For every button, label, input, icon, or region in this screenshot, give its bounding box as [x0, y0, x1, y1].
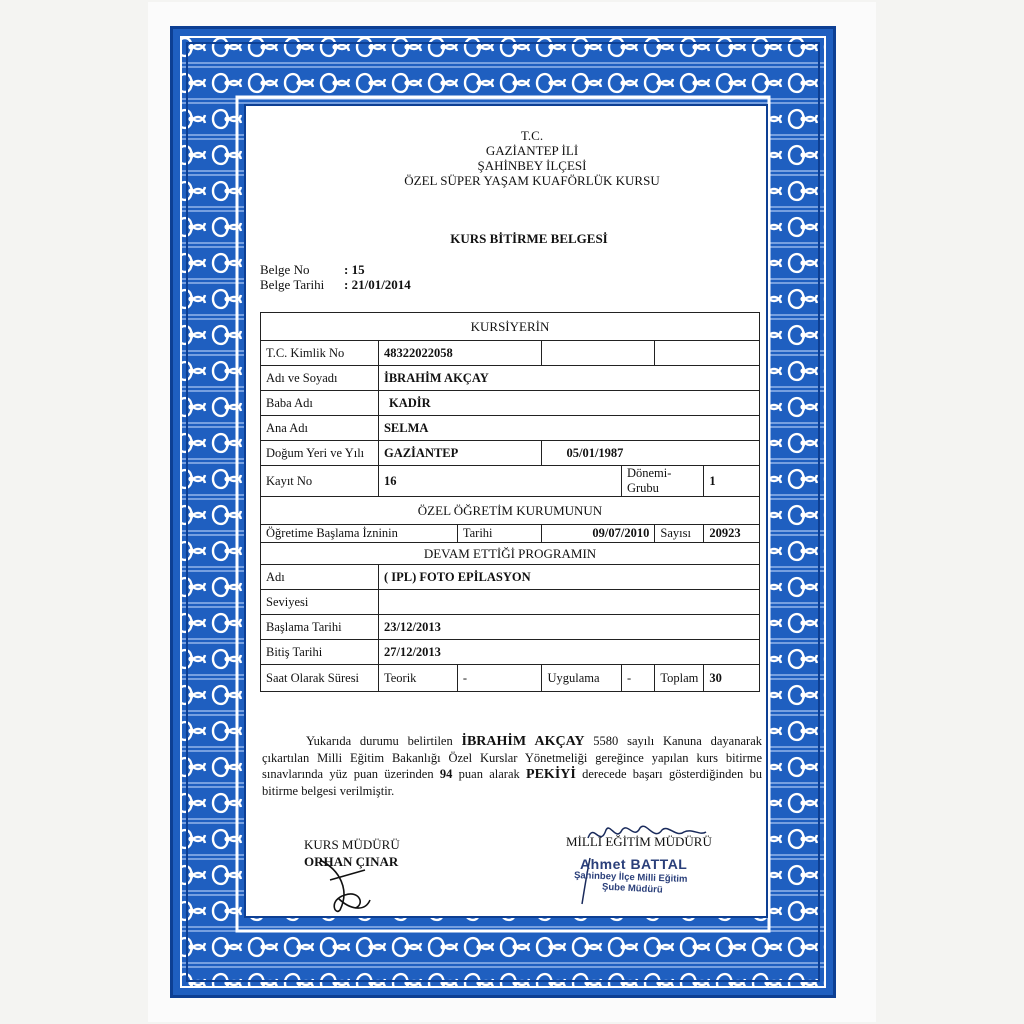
sayisi-label: Sayısı — [655, 525, 704, 543]
stamp-line-1: Şahinbey İlçe Milli Eğitim — [573, 870, 688, 885]
course-director-title: KURS MÜDÜRÜ — [304, 837, 400, 852]
table-row — [261, 366, 760, 391]
donem-value: 1 — [704, 466, 760, 497]
header-line-school: ÖZEL SÜPER YAŞAM KUAFÖRLÜK KURSU — [404, 173, 660, 188]
seviye-label: Seviyesi — [261, 590, 379, 615]
tarihi-label: Tarihi — [457, 525, 542, 543]
para-score: 94 — [439, 767, 453, 781]
section-kursiyer: KURSİYERİN — [261, 313, 760, 341]
table-row — [261, 341, 760, 366]
course-director-name: ORHAN ÇINAR — [304, 854, 399, 869]
para-student-name: İBRAHİM AKÇAY — [461, 734, 585, 749]
toplam-label: Toplam — [655, 665, 704, 692]
table-row — [261, 590, 760, 615]
table-row — [261, 441, 760, 466]
document-title: KURS BİTİRME BELGESİ — [450, 231, 608, 246]
header-line-tc: T.C. — [520, 128, 544, 143]
izin-label: Öğretime Başlama İzninin — [261, 525, 458, 543]
section-program: DEVAM ETTİĞİ PROGRAMIN — [261, 543, 760, 565]
institution-header — [0, 128, 1024, 188]
dogum-label: Doğum Yeri ve Yılı — [261, 441, 379, 466]
dogum-tarihi: 05/01/1987 — [542, 441, 760, 466]
stamp-line-2: Şube Müdürü — [601, 881, 663, 896]
certification-paragraph — [262, 733, 762, 799]
baslama-value: 23/12/2013 — [378, 615, 759, 640]
student-info-table — [260, 312, 760, 692]
ana-label: Ana Adı — [261, 416, 379, 441]
education-director-title: MİLLİ EĞİTİM MÜDÜRÜ — [566, 834, 712, 849]
table-row — [261, 565, 760, 590]
para-text-4: derecede başarı gösterdiğinden bu bitirme belgesi verilmiştir. — [262, 767, 763, 798]
baba-value: KADİR — [378, 391, 759, 416]
tc-empty-cell — [655, 341, 760, 366]
course-director-handwritten-signature — [310, 850, 380, 920]
bitis-value: 27/12/2013 — [378, 640, 759, 665]
para-grade: PEKİYİ — [526, 767, 576, 782]
bitis-label: Bitiş Tarihi — [261, 640, 379, 665]
baslama-label: Başlama Tarihi — [261, 615, 379, 640]
prog-adi-label: Adı — [261, 565, 379, 590]
tc-value: 48322022058 — [378, 341, 542, 366]
table-row — [261, 416, 760, 441]
ad-label: Adı ve Soyadı — [261, 366, 379, 391]
tc-empty-cell — [542, 341, 655, 366]
table-row — [261, 391, 760, 416]
document-meta — [260, 262, 411, 292]
belge-no-value: : 15 — [344, 262, 365, 277]
table-row — [261, 665, 760, 692]
teorik-label: Teorik — [378, 665, 457, 692]
para-text-2: 5580 sayılı Kanuna dayanarak çıkartılan Milli Eğitim Bakanlığı Özel Kurslar Yönetmeliği gereğince yapılan kurs bitirme sınavlarında yüz puan üzerinden — [262, 734, 762, 781]
uygulama-label: Uygulama — [542, 665, 621, 692]
kayit-value: 16 — [378, 466, 621, 497]
teorik-value: - — [457, 665, 542, 692]
table-row — [261, 466, 760, 497]
prog-adi-value: ( IPL) FOTO EPİLASYON — [378, 565, 759, 590]
table-row — [261, 640, 760, 665]
belge-tarihi-value: : 21/01/2014 — [344, 277, 411, 292]
belge-tarihi-label: Belge Tarihi — [260, 277, 325, 292]
tarihi-value: 09/07/2010 — [542, 525, 655, 543]
uygulama-value: - — [621, 665, 654, 692]
sayisi-value: 20923 — [704, 525, 760, 543]
dogum-yeri: GAZİANTEP — [378, 441, 542, 466]
section-kurum: ÖZEL ÖĞRETİM KURUMUNUN — [261, 497, 760, 525]
header-line-district: ŞAHİNBEY İLÇESİ — [477, 158, 587, 173]
toplam-value: 30 — [704, 665, 760, 692]
seviye-value — [378, 590, 759, 615]
official-stamp — [574, 856, 688, 894]
saat-label: Saat Olarak Süresi — [261, 665, 379, 692]
header-line-province: GAZİANTEP İLİ — [485, 143, 579, 158]
tc-label: T.C. Kimlik No — [261, 341, 379, 366]
ana-value: SELMA — [378, 416, 759, 441]
stamp-name: Ahmet BATTAL — [580, 856, 688, 872]
kayit-label: Kayıt No — [261, 466, 379, 497]
donem-label: Dönemi-Grubu — [621, 466, 703, 497]
table-row — [261, 615, 760, 640]
baba-label: Baba Adı — [261, 391, 379, 416]
ad-value: İBRAHİM AKÇAY — [378, 366, 759, 391]
table-row — [261, 525, 760, 543]
para-text-3: puan alarak — [452, 767, 527, 781]
para-text-1: Yukarıda durumu belirtilen — [306, 734, 462, 748]
belge-no-label: Belge No — [260, 262, 310, 277]
